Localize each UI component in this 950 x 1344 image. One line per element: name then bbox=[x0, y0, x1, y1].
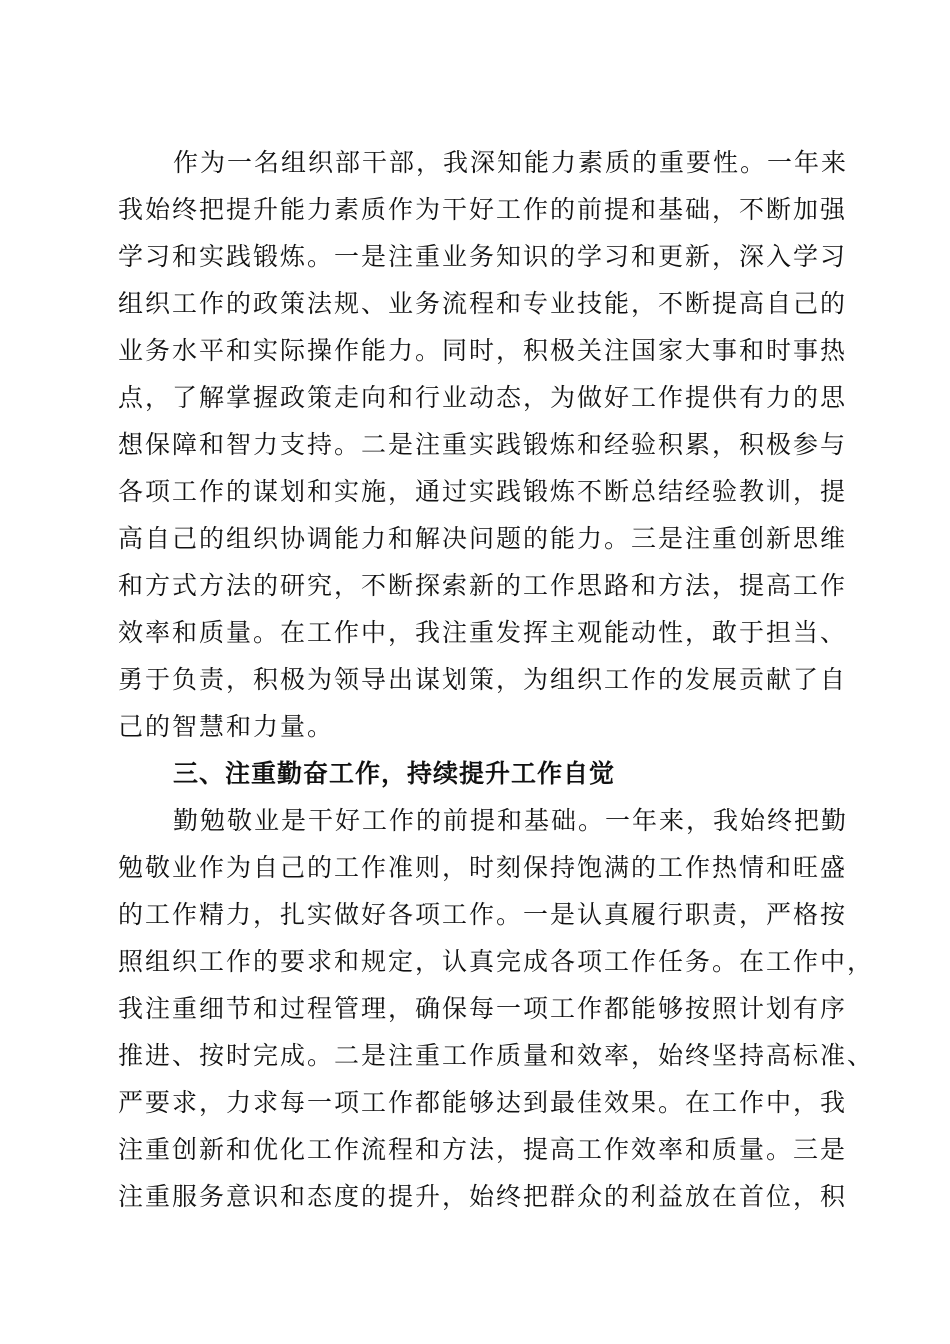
paragraph-line: 我注重细节和过程管理，确保每一项工作都能够按照计划有序 bbox=[118, 994, 848, 1023]
paragraph-line: 各项工作的谋划和实施，通过实践锻炼不断总结经验教训，提 bbox=[118, 477, 848, 506]
paragraph-line: 勉敬业作为自己的工作准则，时刻保持饱满的工作热情和旺盛 bbox=[118, 853, 848, 882]
paragraph-line: 高自己的组织协调能力和解决问题的能力。三是注重创新思维 bbox=[118, 524, 848, 553]
paragraph-line: 业务水平和实际操作能力。同时，积极关注国家大事和时事热 bbox=[118, 336, 848, 365]
section-heading: 三、注重勤奋工作，持续提升工作自觉 bbox=[173, 759, 616, 788]
paragraph-line: 推进、按时完成。二是注重工作质量和效率，始终坚持高标准、 bbox=[118, 1041, 875, 1070]
paragraph-line: 点，了解掌握政策走向和行业动态，为做好工作提供有力的思 bbox=[118, 383, 848, 412]
paragraph-line: 效率和质量。在工作中，我注重发挥主观能动性，敢于担当、 bbox=[118, 618, 848, 647]
paragraph-line: 我始终把提升能力素质作为干好工作的前提和基础，不断加强 bbox=[118, 195, 848, 224]
paragraph-line: 勤勉敬业是干好工作的前提和基础。一年来，我始终把勤 bbox=[173, 806, 849, 835]
paragraph-line: 组织工作的政策法规、业务流程和专业技能，不断提高自己的 bbox=[118, 289, 848, 318]
paragraph-line: 照组织工作的要求和规定，认真完成各项工作任务。在工作中， bbox=[118, 947, 875, 976]
paragraph-line: 作为一名组织部干部，我深知能力素质的重要性。一年来 bbox=[173, 148, 849, 177]
paragraph-line: 想保障和智力支持。二是注重实践锻炼和经验积累，积极参与 bbox=[118, 430, 848, 459]
paragraph-line: 和方式方法的研究，不断探索新的工作思路和方法，提高工作 bbox=[118, 571, 848, 600]
paragraph-line: 的工作精力，扎实做好各项工作。一是认真履行职责，严格按 bbox=[118, 900, 848, 929]
paragraph-line: 注重服务意识和态度的提升，始终把群众的利益放在首位，积 bbox=[118, 1182, 848, 1211]
paragraph-line: 己的智慧和力量。 bbox=[118, 712, 335, 741]
paragraph-line: 严要求，力求每一项工作都能够达到最佳效果。在工作中，我 bbox=[118, 1088, 848, 1117]
paragraph-line: 学习和实践锻炼。一是注重业务知识的学习和更新，深入学习 bbox=[118, 242, 848, 271]
paragraph-line: 勇于负责，积极为领导出谋划策，为组织工作的发展贡献了自 bbox=[118, 665, 848, 694]
paragraph-line: 注重创新和优化工作流程和方法，提高工作效率和质量。三是 bbox=[118, 1135, 848, 1164]
